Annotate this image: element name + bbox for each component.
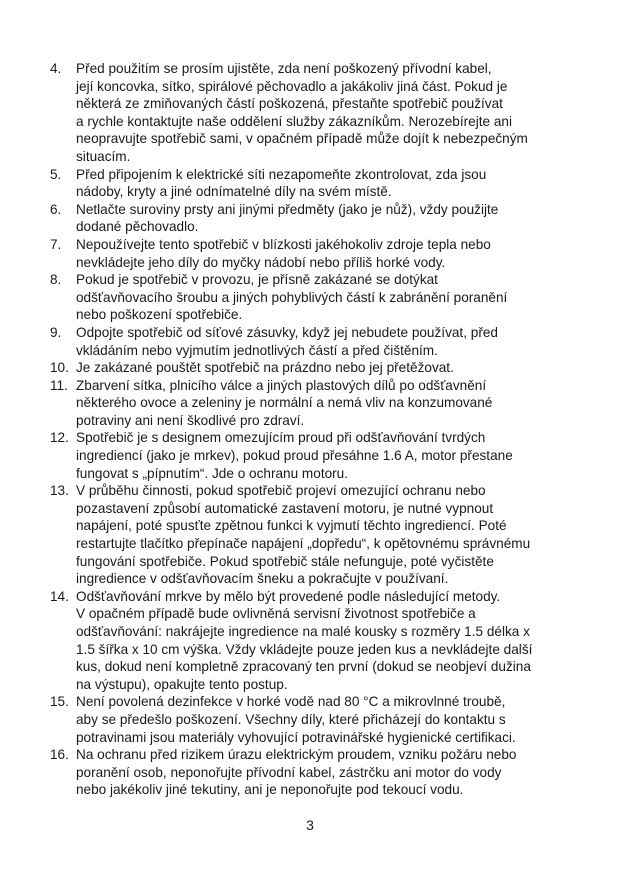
instruction-text bbox=[76, 377, 580, 430]
instruction-number: 7. bbox=[50, 236, 62, 252]
instruction-text-line: nádoby, kryty a jiné odnímatelné díly na svém místě. bbox=[76, 184, 392, 200]
instruction-item bbox=[50, 588, 580, 694]
instruction-text-line: aby se předešlo poškození. Všechny díly, které přicházejí do kontaktu s bbox=[76, 711, 506, 727]
instruction-text bbox=[76, 746, 580, 799]
instruction-item bbox=[50, 377, 580, 430]
instruction-text-line: situacím. bbox=[76, 148, 131, 164]
instruction-text-line: pozastavení způsobí automatické zastavení motoru, je nutné vypnout bbox=[76, 500, 494, 516]
instruction-text-line: ingrediencí (jako je mrkev), pokud proud přesáhne 1.6 A, motor přestane bbox=[76, 448, 513, 464]
instruction-number: 13. bbox=[50, 483, 69, 499]
instruction-text-line: V opačném případě bude ovlivněná servisní životnost spotřebiče a bbox=[76, 606, 476, 622]
instruction-text-line: potraviny ani není škodlivé pro zdraví. bbox=[76, 412, 305, 428]
instruction-text bbox=[76, 359, 580, 377]
instruction-item bbox=[50, 236, 580, 271]
instruction-text-line: fungování spotřebiče. Pokud spotřebič stále nefunguje, poté vyčistěte bbox=[76, 553, 494, 569]
instruction-text bbox=[76, 693, 580, 746]
instruction-text-line: ingredience v odšťavňovacím šneku a pokračujte v používaní. bbox=[76, 571, 449, 587]
instruction-number: 4. bbox=[50, 61, 62, 76]
instruction-text-line: nebo poškození spotřebiče. bbox=[76, 307, 243, 323]
instruction-text-line: restartujte tlačítko přepínače napájení „dopředu“, k opětovnému správnému bbox=[76, 536, 531, 552]
instruction-text-line: Je zakázané pouštět spotřebič na prázdno nebo jej přetěžovat. bbox=[76, 360, 454, 376]
instruction-text-line: poranění osob, neponořujte přívodní kabel, zástrčku ani motor do vody bbox=[76, 764, 502, 780]
instruction-text-line: na výstupu), opakujte tento postup. bbox=[76, 676, 288, 692]
instruction-item bbox=[50, 746, 580, 799]
instruction-text bbox=[76, 271, 580, 324]
instruction-text-line: Pokud je spotřebič v provozu, je přísně zakázané se dotýkat bbox=[76, 272, 438, 288]
instruction-text-line: některého ovoce a zeleniny je normální a nemá vliv na konzumované bbox=[76, 395, 493, 411]
instruction-number: 15. bbox=[50, 694, 69, 710]
instruction-text bbox=[76, 588, 580, 694]
instruction-number: 14. bbox=[50, 588, 69, 604]
instruction-text-line: Není povolená dezinfekce v horké vodě nad 80 °C a mikrovlnné troubě, bbox=[76, 694, 506, 710]
instruction-text-line: V průběhu činnosti, pokud spotřebič projeví omezující ochranu nebo bbox=[76, 483, 486, 499]
instruction-text-line: odšťavňovacího šroubu a jiných pohyblivých částí k zabránění poranění bbox=[76, 289, 508, 305]
instruction-number: 6. bbox=[50, 201, 62, 217]
instruction-text-line: vkládáním nebo vyjmutím jednotlivých částí a před čištěním. bbox=[76, 342, 438, 358]
instruction-text-line: Před připojením k elektrické síti nezapomeňte zkontrolovat, zda jsou bbox=[76, 166, 487, 182]
instruction-text bbox=[76, 429, 580, 482]
instruction-text-line: kus, dokud není kompletně zpracovaný ten první (dokud se neobjeví dužina bbox=[76, 659, 531, 675]
instruction-item bbox=[50, 166, 580, 201]
instruction-text-line: Odpojte spotřebič od síťové zásuvky, když jej nebudete používat, před bbox=[76, 324, 498, 340]
instruction-number: 5. bbox=[50, 166, 62, 182]
page-number: 3 bbox=[306, 817, 314, 833]
instruction-text-line: fungovat s „pípnutím“. Jde o ochranu motoru. bbox=[76, 465, 349, 481]
instruction-text-line: Zbarvení sítka, plnicího válce a jiných plastových dílů po odšťavnění bbox=[76, 377, 487, 393]
instruction-text-line: některá ze zmiňovaných částí poškozená, přestaňte spotřebič používat bbox=[76, 96, 503, 112]
instruction-text-line: Spotřebič je s designem omezujícím proud při odšťavňování tvrdých bbox=[76, 430, 486, 446]
instruction-text-line: Nepoužívejte tento spotřebič v blízkosti jakéhokoliv zdroje tepla nebo bbox=[76, 236, 491, 252]
instruction-text-line: neopravujte spotřebič sami, v opačném případě může dojít k nebezpečným bbox=[76, 131, 528, 147]
instruction-text bbox=[76, 324, 580, 359]
instruction-text-line: 1.5 šířka x 10 cm výška. Vždy vkládejte pouze jeden kus a nevkládejte další bbox=[76, 641, 533, 657]
instruction-text-line: Před použitím se prosím ujistěte, zda není poškozený přívodní kabel, bbox=[76, 61, 492, 76]
safety-instructions-list bbox=[50, 60, 580, 799]
instruction-text bbox=[76, 166, 580, 201]
instruction-text bbox=[76, 236, 580, 271]
instruction-text bbox=[76, 482, 580, 588]
instruction-item bbox=[50, 482, 580, 588]
instruction-text-line: Netlačte suroviny prsty ani jinými předměty (jako je nůž), vždy použijte bbox=[76, 201, 499, 217]
instruction-text bbox=[76, 60, 580, 166]
instruction-number: 16. bbox=[50, 747, 69, 763]
instruction-item bbox=[50, 429, 580, 482]
instruction-text-line: dodané pěchovadlo. bbox=[76, 219, 199, 235]
instruction-item bbox=[50, 359, 580, 377]
instruction-number: 10. bbox=[50, 360, 69, 376]
instruction-number: 11. bbox=[50, 377, 68, 393]
instruction-number: 8. bbox=[50, 272, 62, 288]
instruction-text-line: nevkládejte jeho díly do myčky nádobí nebo příliš horké vody. bbox=[76, 254, 446, 270]
instruction-item bbox=[50, 60, 580, 166]
instruction-text-line: její koncovka, sítko, spirálové pěchovadlo a jakákoliv jiná část. Pokud je bbox=[76, 78, 508, 94]
instruction-number: 9. bbox=[50, 324, 62, 340]
instruction-text-line: nebo jakékoliv jiné tekutiny, ani je neponořujte pod tekoucí vodu. bbox=[76, 782, 464, 798]
instruction-text-line: Odšťavňování mrkve by mělo být provedené podle následující metody. bbox=[76, 588, 501, 604]
instruction-item bbox=[50, 271, 580, 324]
instruction-item bbox=[50, 201, 580, 236]
instruction-item bbox=[50, 324, 580, 359]
instruction-text bbox=[76, 201, 580, 236]
instruction-text-line: Na ochranu před rizikem úrazu elektrickým proudem, vzniku požáru nebo bbox=[76, 747, 517, 763]
instruction-text-line: a rychle kontaktujte naše oddělení služby zákazníkům. Nerozebírejte ani bbox=[76, 113, 512, 129]
instruction-number: 12. bbox=[50, 430, 69, 446]
instruction-text-line: potravinami jsou materiály vyhovující potravinářské hygienické certifikaci. bbox=[76, 729, 516, 745]
instruction-text-line: odšťavňování: nakrájejte ingredience na malé kousky s rozměry 1.5 délka x bbox=[76, 624, 530, 639]
instruction-text-line: napájení, poté spusťte zpětnou funkci k vyjmutí těchto ingrediencí. Poté bbox=[76, 518, 507, 534]
instruction-item bbox=[50, 693, 580, 746]
